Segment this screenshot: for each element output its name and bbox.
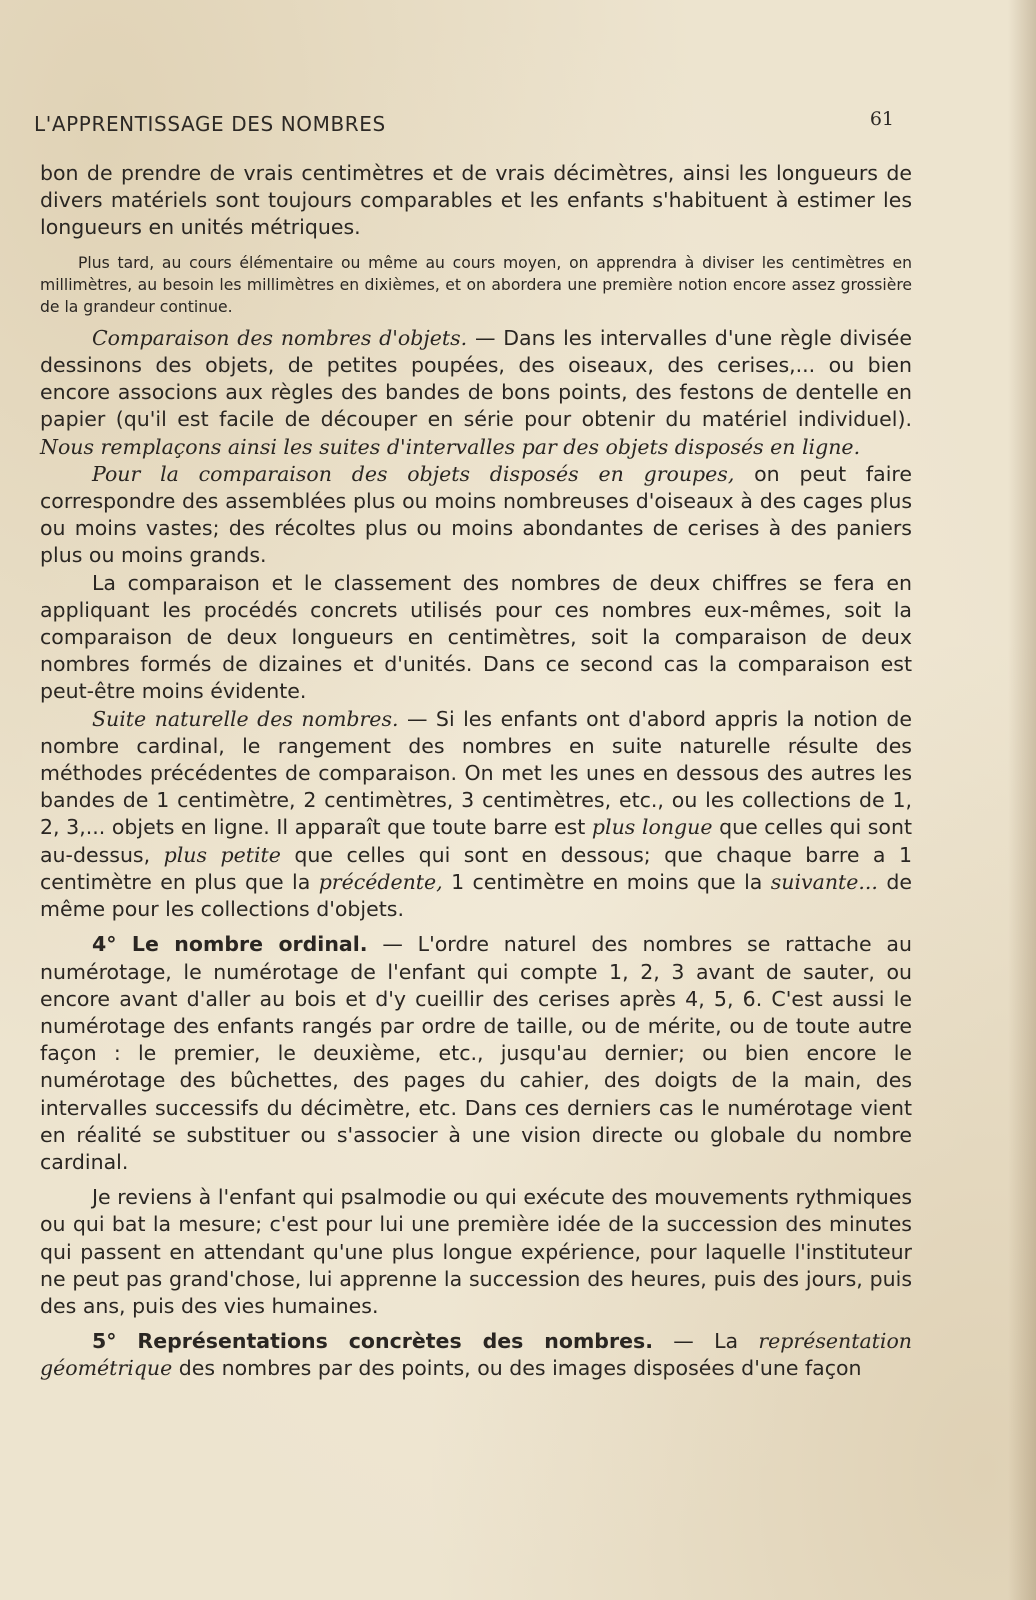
emphasis-text: plus petite xyxy=(163,842,281,867)
section-title-comparaison: Comparaison des nombres d'objets. xyxy=(92,325,468,350)
small-print-note: Plus tard, au cours élémentaire ou même au cours moyen, on apprendra à diviser les centimètres en millimètres, au besoin les millimètres en dixièmes, et on abordera une première notion encore assez grossière de la grandeur continue. xyxy=(40,253,912,317)
paragraph-text: — L'ordre naturel des nombres se rattache au numérotage, le numérotage de l'enfant qui compte 1, 2, 3 avant de sauter, ou encore avant d'aller au bois et d'y cueillir des cerises après 4, 5, 6. C'est aussi le numérotage des enfants rangés par ordre de taille, ou de mérite, ou de toute autre façon : le premier, le deuxième, etc., jusqu'au dernier; ou bien encore le numérotage des bûchettes, des pages du cahier, des doigts de la main, des intervalles successifs du décimètre, etc. Dans ces derniers cas le numérotage vient en réalité se substituer ou s'associer à une vision directe ou globale du nombre cardinal. xyxy=(40,932,912,1174)
emphasis-text: représentation géométrique xyxy=(40,1329,912,1381)
paragraph-groupes xyxy=(40,461,912,570)
section-title-suite: Suite naturelle des nombres. xyxy=(92,706,399,731)
emphasis-text: précédente, xyxy=(318,869,443,894)
paragraph-text: que celles qui sont en dessous; que chaque barre a 1 centimètre en plus que la xyxy=(40,842,912,894)
page-body xyxy=(40,160,912,1383)
paragraph-text: 1 centimètre en moins que la xyxy=(442,869,771,894)
paragraph-text: — Si les enfants ont d'abord appris la notion de nombre cardinal, le rangement des nombres en suite naturelle résulte des méthodes précédentes de comparaison. On met les unes en dessous des autres les bandes de 1 centimètre, 2 centimètres, 3 centimètres, etc., ou les collections de 1, 2, 3,... objets en ligne. Il apparaît que toute barre est xyxy=(40,706,912,840)
emphasis-text: suivante... xyxy=(770,869,878,894)
running-head: L'APPRENTISSAGE DES NOMBRES xyxy=(34,112,386,136)
section-heading-representations: 5° Représentations concrètes des nombres. xyxy=(92,1329,653,1354)
spacer xyxy=(40,923,912,931)
paragraph-text: — La xyxy=(652,1329,759,1354)
paragraph-text: des nombres par des points, ou des images disposées d'une façon xyxy=(172,1356,862,1381)
spacer xyxy=(40,1320,912,1328)
page-edge-shadow xyxy=(1008,0,1036,1600)
emphasis-text: Nous remplaçons ainsi les suites d'intervalles par des objets disposés en ligne. xyxy=(40,434,861,459)
paragraph-text: — Dans les intervalles d'une règle divisée dessinons des objets, de petites poupées, des oiseaux, des cerises,... ou bien encore associons aux règles des bandes de bons points, des festons de dentelle en papier (qu'il est facile de découper en série pour obtenir du matériel individuel). xyxy=(40,325,912,432)
emphasis-text: Pour la comparaison des objets disposés en groupes, xyxy=(92,461,735,486)
paragraph-rythme: Je reviens à l'enfant qui psalmodie ou qui exécute des mouvements rythmiques ou qui bat la mesure; c'est pour lui une première idée de la succession des minutes qui passent en attendant qu'une plus longue expérience, pour laquelle l'instituteur ne peut pas grand'chose, lui apprenne la succession des heures, puis des jours, puis des ans, puis des vies humaines. xyxy=(40,1185,912,1318)
section-heading-ordinal: 4° Le nombre ordinal. xyxy=(92,932,368,957)
page-header xyxy=(34,108,894,144)
paragraph-classement: La comparaison et le classement des nombres de deux chiffres se fera en appliquant les procédés concrets utilisés pour ces nombres eux-mêmes, soit la comparaison de deux longueurs en centimètres, soit la comparaison de deux nombres formés de dizaines et d'unités. Dans ce second cas la comparaison est peut-être moins évidente. xyxy=(40,570,912,704)
paragraph-continued: bon de prendre de vrais centimètres et de vrais décimètres, ainsi les longueurs de divers matériels sont toujours comparables et les enfants s'habituent à estimer les longueurs en unités métriques. xyxy=(40,161,912,240)
paragraph-representations xyxy=(40,1328,912,1382)
emphasis-text: plus longue xyxy=(591,815,713,840)
page-number: 61 xyxy=(869,108,894,130)
paragraph-nombre-ordinal xyxy=(40,931,912,1176)
paragraph-text: on peut faire correspondre des assemblées plus ou moins nombreuses d'oiseaux à des cages plus ou moins vastes; des récoltes plus ou moins abondantes de cerises à des paniers plus ou moins grands. xyxy=(40,461,912,568)
paragraph-text: que celles qui sont au-dessus, xyxy=(40,815,912,867)
paragraph-text: de même pour les collections d'objets. xyxy=(40,869,912,922)
paragraph-comparaison-objets xyxy=(40,325,912,461)
spacer xyxy=(40,1176,912,1184)
paragraph-suite-naturelle xyxy=(40,706,912,924)
